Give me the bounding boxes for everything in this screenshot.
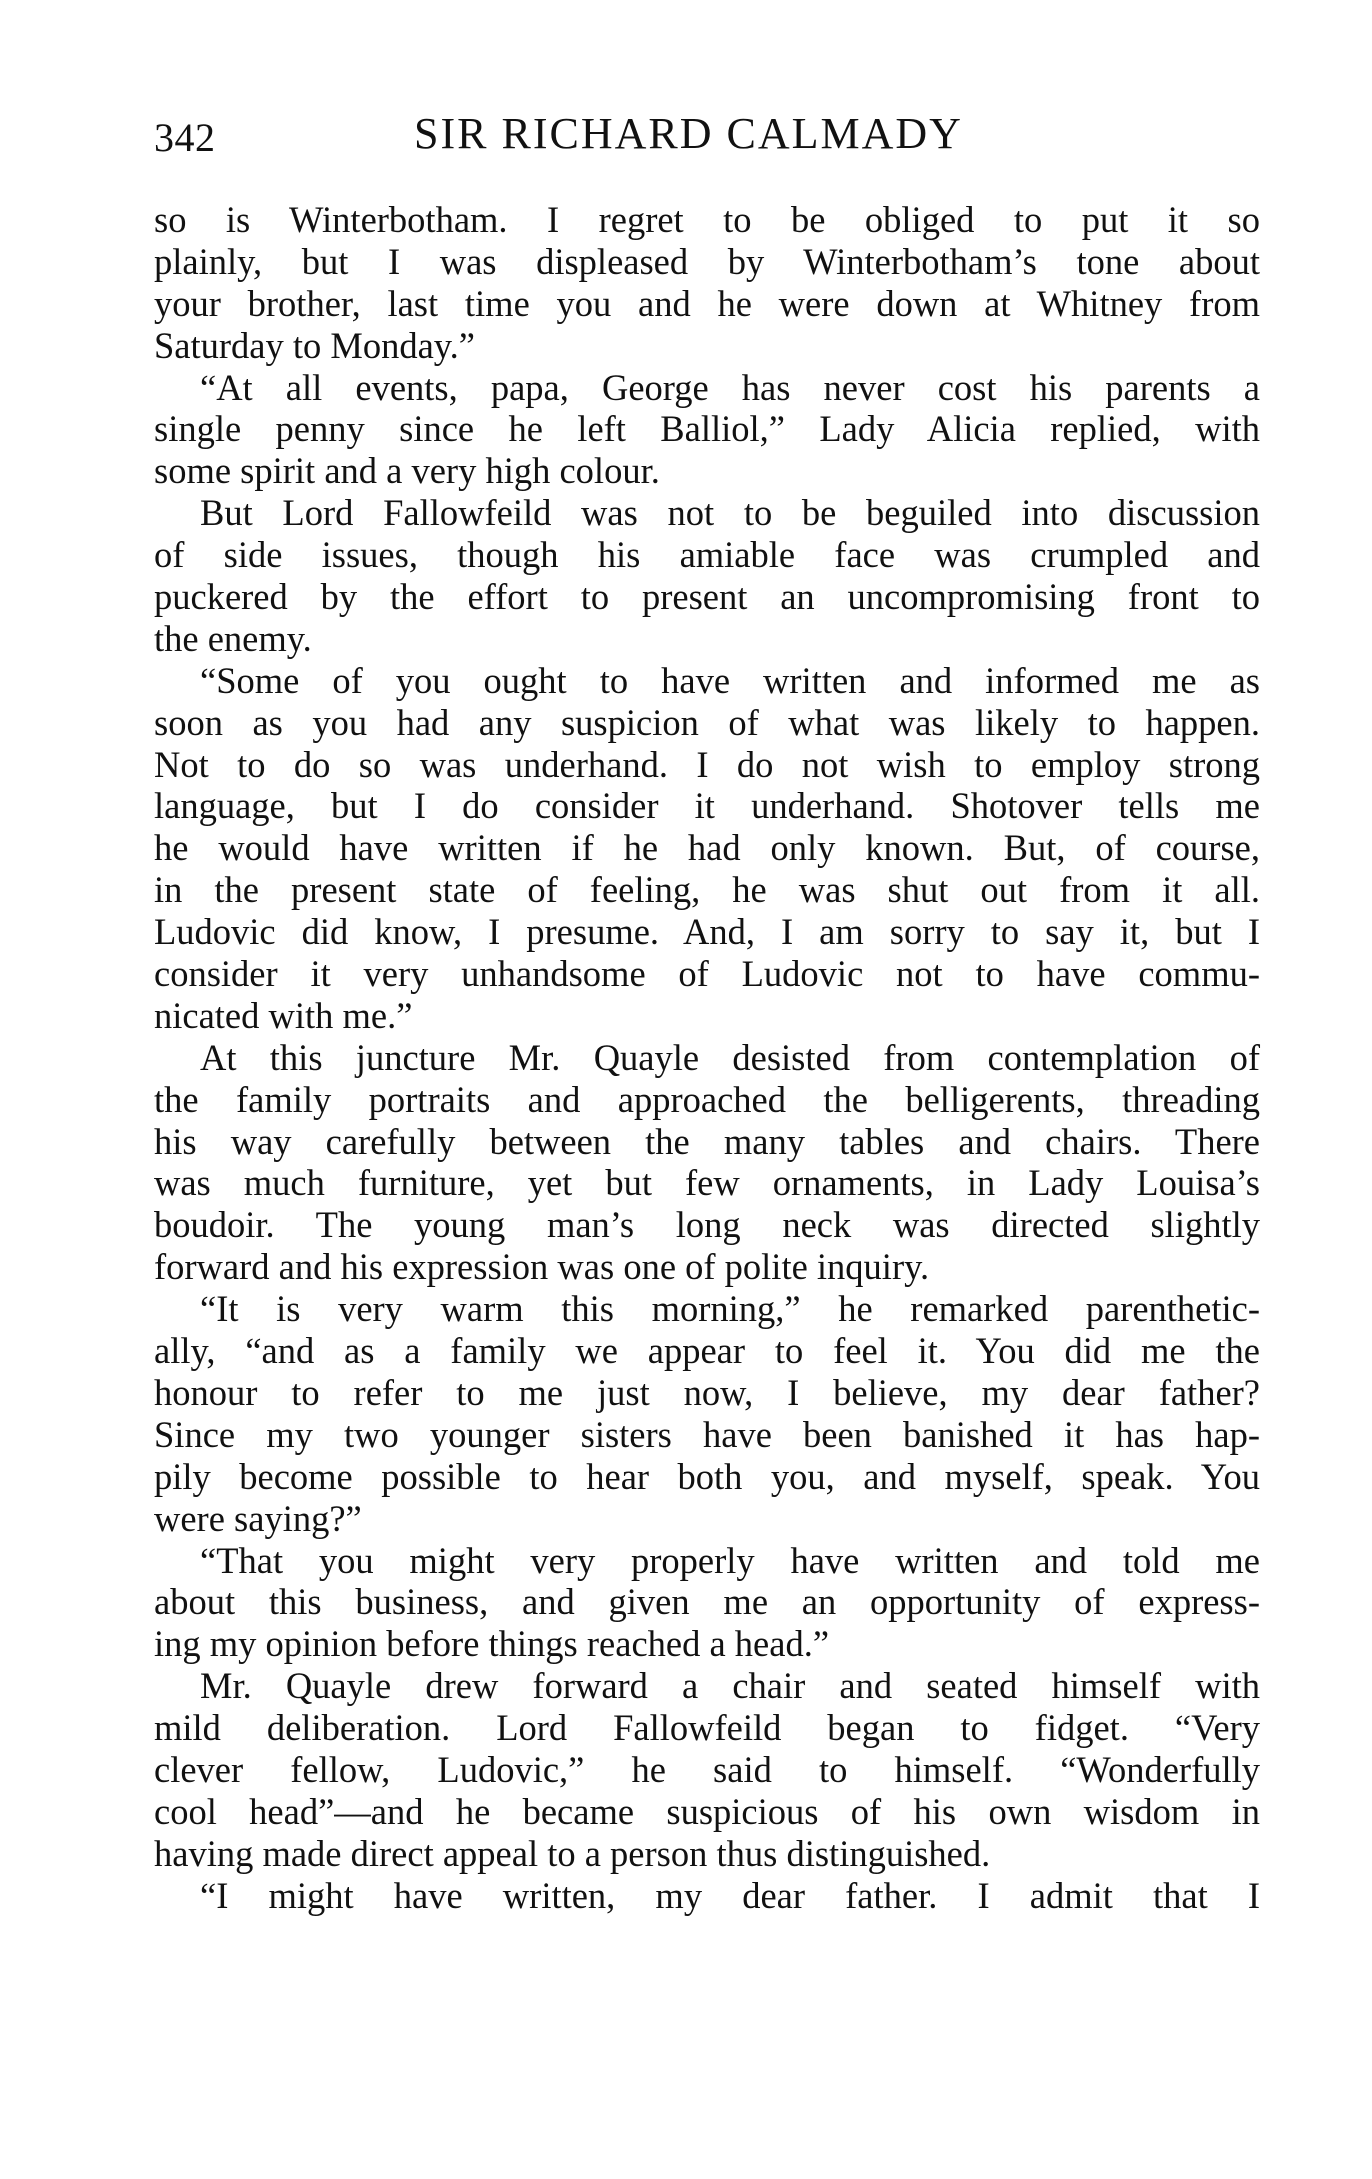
text-line: Mr. Quayle drew forward a chair and seated himself with xyxy=(200,1665,1260,1707)
text-line: At this juncture Mr. Quayle desisted from contemplation of xyxy=(200,1036,1260,1078)
text-line: “Some of you ought to have written and informed me as xyxy=(200,659,1260,701)
text-line: “It is very warm this morning,” he remarked parenthetic- xyxy=(200,1288,1260,1330)
text-line: mild deliberation. Lord Fallowfeild began to fidget. “Very xyxy=(154,1707,1260,1749)
running-title: SIR RICHARD CALMADY xyxy=(414,109,963,158)
text-line: your brother, last time you and he were down at Whitney from xyxy=(154,282,1260,324)
text-line: pily become possible to hear both you, and myself, speak. You xyxy=(154,1455,1260,1497)
text-line: was much furniture, yet but few ornaments, in Lady Louisa’s xyxy=(154,1162,1260,1204)
text-line: puckered by the effort to present an uncompromising front to xyxy=(154,576,1260,618)
text-line: so is Winterbotham. I regret to be obliged to put it so xyxy=(154,199,1260,240)
text-line: the family portraits and approached the belligerents, threading xyxy=(154,1078,1260,1120)
text-line: Not to do so was underhand. I do not wish to employ strong xyxy=(154,743,1260,785)
text-line: But Lord Fallowfeild was not to be beguiled into discussion xyxy=(200,492,1260,534)
text-line: plainly, but I was displeased by Winterbotham’s tone about xyxy=(154,240,1260,282)
text-line: clever fellow, Ludovic,” he said to himself. “Wonderfully xyxy=(154,1748,1260,1790)
text-line: his way carefully between the many tables and chairs. There xyxy=(154,1120,1260,1162)
text-line: the enemy. xyxy=(154,617,312,659)
text-line: boudoir. The young man’s long neck was directed slightly xyxy=(154,1204,1260,1246)
text-line: some spirit and a very high colour. xyxy=(154,450,660,492)
body-text xyxy=(154,199,1260,1917)
text-line: ing my opinion before things reached a head.” xyxy=(154,1623,830,1665)
text-line: he would have written if he had only known. But, of course, xyxy=(154,827,1260,869)
text-line: Ludovic did know, I presume. And, I am sorry to say it, but I xyxy=(154,911,1260,953)
text-line: having made direct appeal to a person thus distinguished. xyxy=(154,1832,991,1874)
text-line: in the present state of feeling, he was shut out from it all. xyxy=(154,869,1260,911)
text-line: “I might have written, my dear father. I admit that I xyxy=(200,1874,1260,1916)
text-line: forward and his expression was one of polite inquiry. xyxy=(154,1246,930,1288)
text-line: consider it very unhandsome of Ludovic not to have commu- xyxy=(154,953,1260,995)
text-line: about this business, and given me an opportunity of express- xyxy=(154,1581,1260,1623)
text-line: nicated with me.” xyxy=(154,994,413,1036)
text-line: soon as you had any suspicion of what was likely to happen. xyxy=(154,701,1260,743)
text-line: honour to refer to me just now, I believe, my dear father? xyxy=(154,1371,1260,1413)
text-line: cool head”—and he became suspicious of his own wisdom in xyxy=(154,1790,1260,1832)
text-line: were saying?” xyxy=(154,1497,362,1539)
text-line: single penny since he left Balliol,” Lady Alicia replied, with xyxy=(154,408,1260,450)
page-number: 342 xyxy=(154,115,216,160)
page-header xyxy=(154,104,1260,164)
text-line: ally, “and as a family we appear to feel it. You did me the xyxy=(154,1330,1260,1372)
text-line: “That you might very properly have written and told me xyxy=(200,1539,1260,1581)
text-line: Since my two younger sisters have been banished it has hap- xyxy=(154,1413,1260,1455)
text-line: Saturday to Monday.” xyxy=(154,324,475,366)
text-line: “At all events, papa, George has never cost his parents a xyxy=(200,366,1260,408)
text-line: language, but I do consider it underhand. Shotover tells me xyxy=(154,785,1260,827)
text-line: of side issues, though his amiable face was crumpled and xyxy=(154,534,1260,576)
